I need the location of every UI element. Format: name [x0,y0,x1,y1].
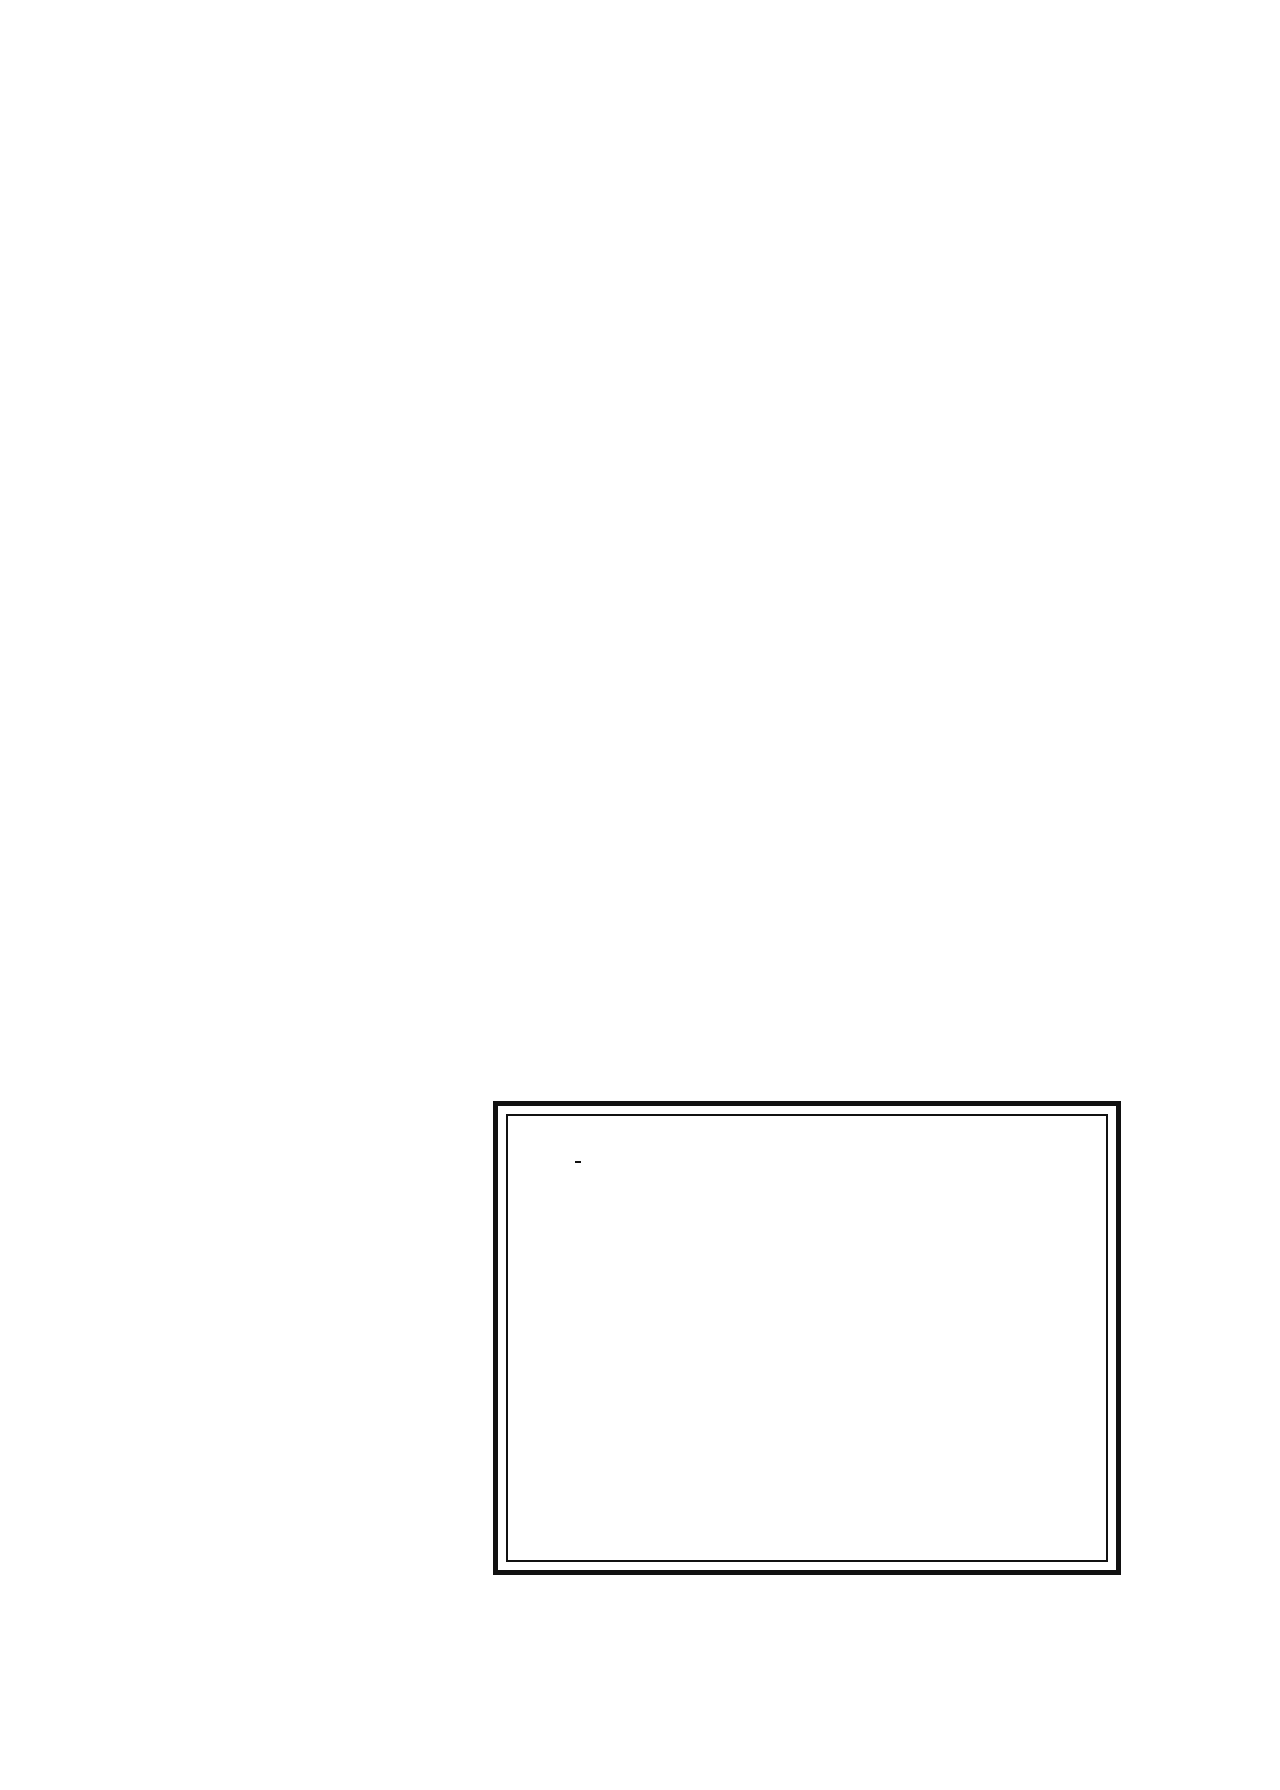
afterword-body [164,378,1144,412]
colophon-box [493,1101,1121,1575]
colophon-title-row [540,1150,581,1169]
hexagon-pattern-top-decoration [0,0,1280,360]
colophon-inner-frame [506,1114,1108,1562]
colophon-details [554,1238,581,1264]
colophon-title [575,1159,581,1163]
